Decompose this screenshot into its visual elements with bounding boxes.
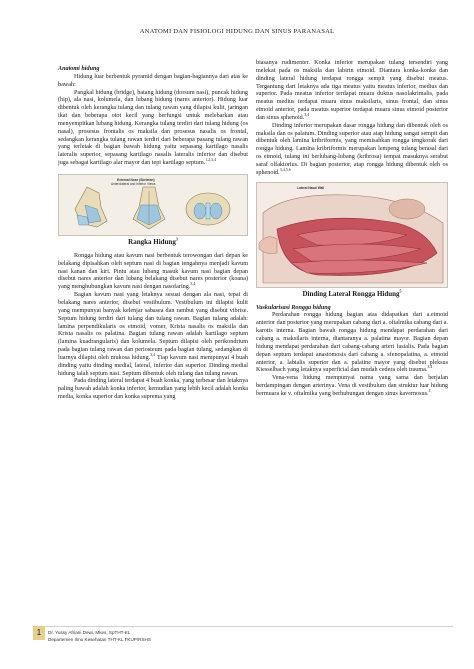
paragraph: Rongga hidung atau kavum nasi berbentuk terowongan dari depan ke belakang dipisahkan oleh septum nasi di bagian tengahnya menjadi kavum nasi kanan dan kiri. Pintu atau lubang masuk kavum nasi bagian depan disebut nares anterior dan lubang belakang disebut nares posterior (koana) yang menghubungkan kavum nasi dengan nasofaring.$^{3,4}$ xyxy=(58,252,248,291)
citation: 5 xyxy=(399,288,402,294)
figure-caption: Rangka Hidung$^3$ xyxy=(128,236,178,247)
running-header: ANATOMI DAN FISIOLOGI HIDUNG DAN SINUS PARANASAL xyxy=(139,28,335,35)
paragraph: Pada dinding lateral terdapat 4 buah konka, yang terbesar dan letaknya paling bawah adalah konka inferior, kemudian yang lebih kecil adalah konka media, konka superior dan konka suprema yang xyxy=(58,378,248,401)
figure-title: External Nose (Skeleton) xyxy=(117,178,155,183)
lateral-nasal-wall-illustration xyxy=(257,183,448,287)
right-column xyxy=(256,60,448,399)
paragraph: biasanya rudimenter. Konka inferior merupakan tulang tersendiri yang melekat pada os maksila dan labirin etmoid. Diantara konka-konka dan dinding lateral hidung terdapat rongga sempit yang disebut meatus. Tergantung dari letaknya ada tiga meatus yaitu meatus inferior, medius dan superior. Pada meatus inferior terdapat muara duktus nasolakrimalis, pada meatus medius terdapat muara sinus maksilaris, sinus frontal, dan sinus etmoid anterior, pada meatus superior terdapat muara sinus etmoid posterior dan sinus sphenoid.$^{3,4}$ xyxy=(256,60,448,121)
footer-line-department: Departemen Ilmu Kesehatan THT-KL FKUP/RSHS xyxy=(48,637,151,642)
figure-nose-skeleton xyxy=(58,174,248,236)
left-column xyxy=(58,66,248,402)
paragraph: Hidung luar berbentuk pyramid dengan bagian-bagiannya dari atas ke bawah: xyxy=(58,73,248,88)
paragraph: Pangkal hidung (bridge), batang hidung (dorsum nasi), puncak hidung (hip), ala nasi, kolumela, dan lubang hidung (nares anterior). Hidung luar dibentuk oleh kerangka tulang dan tulang rawan yang dilapisi kulit, jaringan ikat dan beberapa otot kecil yang berfungsi untuk melebarkan atau menyempitkan lubang hidung. Kerangka tulang terdiri dari tulang hidung (os nasal), prosesus frontalis os maksila dan prosesus nasalis os frontal, sedangkan kerangka tulang rawan terdiri dari beberapa pasang tulang rawan yang terletak di bagian bawah hidung yaitu sepasang kartilago nasalis lateralis superior, sepasang kartilago nasalis lateralis inferior dan disebut juga sebagai kartilago alar mayor dan tepi kartilago septum.$^{1,2,3,4}$ xyxy=(58,89,248,167)
paragraph: Perdarahan rongga hidung bagian atas didapatkan dari a.etmoid anterior dan posterior yang merupakan cabang dari a. oftalmika cabang dari a. karotis interna. Bagian bawah rongga hidung mendapat perdarahan dari cabang a. maksilaris interna, diantaranya a. palatina mayor. Bagian depan hidung mendapat perdarahan dari cabang-cabang arteri fasialis. Pada bagian depan septum terdapat anastomosis dari cabang a. sfenopalatina, a. etmoid anterior, a. labialis superior dan a. palatine mayor yang disebut pleksus Kiesselbach yang letaknya superficial dan mudah cedera oleh trauma.$^{3,4}$ xyxy=(256,312,448,374)
paragraph: Dinding inferior merupakan dasar rongga hidung dan dibentuk oleh os maksila dan os palatum. Dinding superior atau atap hidung sangat sempit dan dibentuk oleh lamina kribriformis, yang memisahkan rongga tengkorak dari rongga hidung. Lamina kribriformis merupakan lempeng tulang berasal dari os etmoid, tulang ini berlubang-lubang (kribrosa) tempat masuknya serabut saraf olfaktorius. Di bagian posterior, atap rongga hidung dibentuk oleh os sphenoid.$^{3,4,5,6}$ xyxy=(256,122,448,176)
figure-caption: Dinding Lateral Rongga Hidung$^5$ xyxy=(302,288,402,298)
page-number: 1 xyxy=(33,626,45,640)
footer-line-author: Dr. Yussy Afriani Dewi, Mkes, SpTHT-KL xyxy=(48,630,131,635)
citation: 1,2,3,4 xyxy=(205,157,217,163)
footer-divider xyxy=(33,626,453,627)
footer-author xyxy=(48,629,151,643)
citation: 4 xyxy=(428,387,431,393)
citation: 3,4 xyxy=(150,351,156,357)
nose-skeleton-illustration xyxy=(59,175,248,235)
figure-lateral-nasal-wall xyxy=(256,182,448,288)
citation: 3 xyxy=(175,236,178,242)
citation: 3,4 xyxy=(304,111,310,117)
citation: 3,4 xyxy=(190,281,196,287)
citation: 3,4 xyxy=(427,364,433,370)
figure-subtitle: Anterolateral and Inferior Views xyxy=(111,182,156,187)
paragraph: Vena-vena hidung mempunyai nama yang sama dan berjalan berdampingan dengan arterinya. Vena di vestibulum dan struktur luar hidung bermuara ke v. oftalmika yang berhubungan dengan sinus kavernosus.$^4$ xyxy=(256,375,448,397)
section-title-vaskularisasi: Vaskularisasi Rongga hidung xyxy=(256,304,331,311)
figure-title: Lateral Nasal Wall xyxy=(297,185,325,190)
paragraph: Bagian kavum nasi yang letaknya sesuai dengan ala nasi, tepat di belakang nares anterior, disebut vestibulum. Vestibulum ini dilapisi kulit yang mempunyai banyak kelenjar sabasea dan rambut yang disebut vibrise. Septum hidung terdiri dari tulang dan tulang rawan. Bagian tulang adalah: lamina perpendikularis os etmoid, vomer, Krista nasalis os maksila dan Krista nasalis os palatina. Bagian tulang rawan adalah kartilago septum (lamina kuadrangularis) dan kolumela. Septum dilapisi oleh perikondrium pada bagian tulang rawan dan periosteum pada bagian tulang, sedangkan di luarnya dilapisi oleh mukosa hidung.$^{3,4}$ Tiap kavum nasi mempunyai 4 buah dinding yaitu dinding medial, lateral, inferior dan superior. Dinding medial hidung ialah septum nasi. Septum dibentuk oleh tulang dan tulang rawan. xyxy=(58,292,248,377)
section-title-anatomi: Anatomi hidung xyxy=(58,66,100,72)
citation: 3,4,5,6 xyxy=(279,166,291,172)
